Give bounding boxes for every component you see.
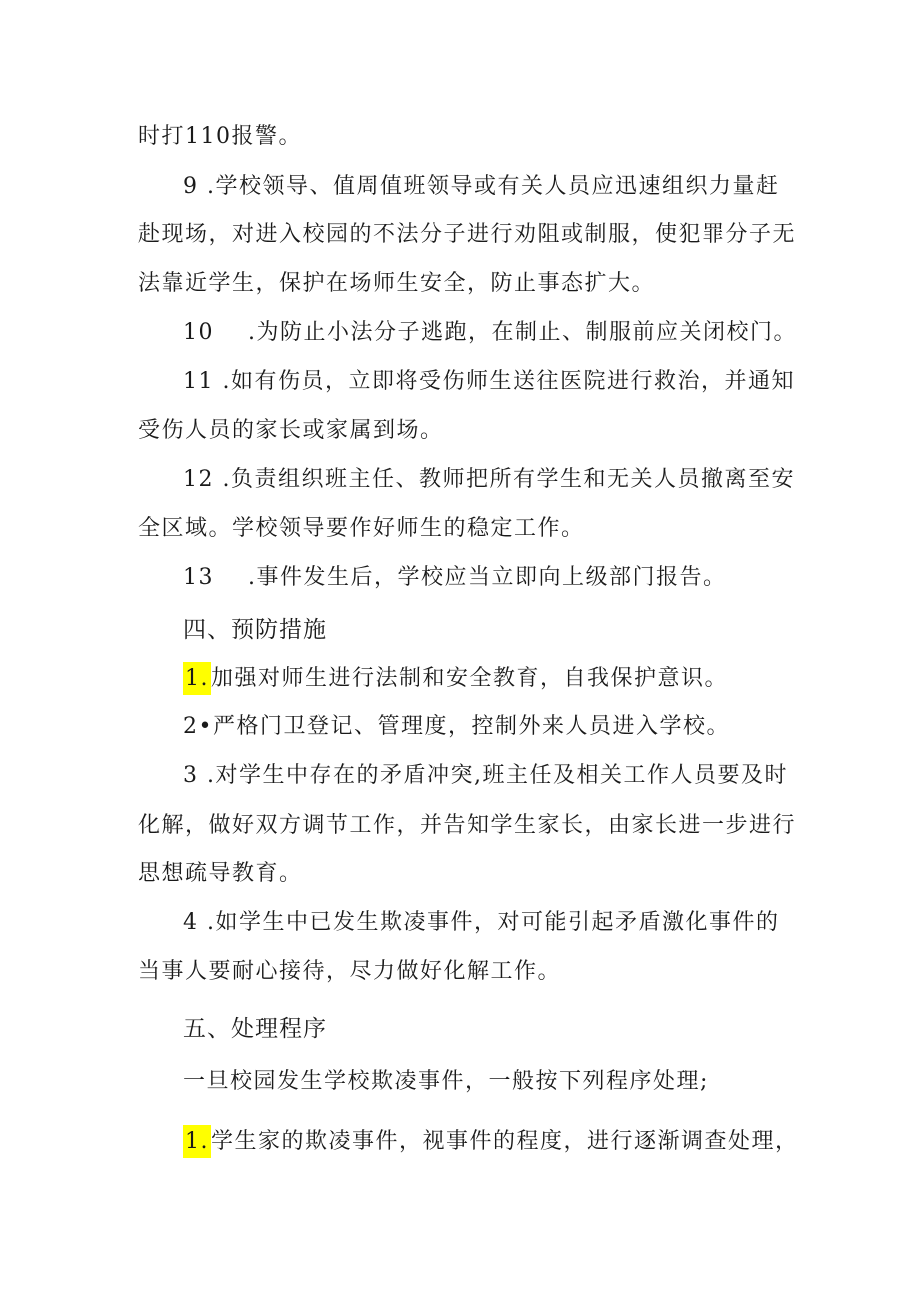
paragraph-line: 时打110报警。 bbox=[138, 124, 302, 149]
paragraph-line: 受伤人员的家长或家属到场。 bbox=[138, 418, 444, 443]
paragraph-line bbox=[183, 562, 843, 594]
item-number: 10 bbox=[183, 320, 214, 345]
paragraph-line: 11 .如有伤员，立即将受伤师生送往医院进行救治，并通知 bbox=[183, 369, 795, 394]
paragraph-line: 赴现场，对进入校园的不法分子进行劝阻或制服，使犯罪分子无 bbox=[138, 222, 797, 247]
paragraph-line: 3 .对学生中存在的矛盾冲突,班主任及相关工作人员要及时 bbox=[183, 763, 788, 788]
paragraph-line: 12 .负责组织班主任、教师把所有学生和无关人员撤离至安 bbox=[183, 467, 795, 492]
paragraph-line bbox=[183, 317, 843, 349]
paragraph-line bbox=[183, 663, 843, 695]
item-text: 学生家的欺凌事件，视事件的程度，进行逐渐调查处理， bbox=[211, 1129, 799, 1154]
item-text: .事件发生后，学校应当立即向上级部门报告。 bbox=[248, 565, 727, 590]
section-heading-procedure: 五、处理程序 bbox=[183, 1016, 327, 1042]
paragraph-line: 化解，做好双方调节工作，并告知学生家长，由家长进一步进行 bbox=[138, 813, 797, 838]
paragraph-line: 法靠近学生，保护在场师生安全，防止事态扩大。 bbox=[138, 271, 656, 296]
paragraph-line: 全区域。学校领导要作好师生的稳定工作。 bbox=[138, 516, 585, 541]
highlighted-number: 1. bbox=[183, 662, 211, 695]
paragraph-line: 一旦校园发生学校欺凌事件，一般按下列程序处理; bbox=[183, 1069, 709, 1094]
item-text: 加强对师生进行法制和安全教育，自我保护意识。 bbox=[211, 666, 729, 691]
paragraph-line bbox=[183, 1126, 843, 1158]
paragraph-line: 4 .如学生中已发生欺凌事件，对可能引起矛盾激化事件的 bbox=[183, 910, 780, 935]
section-heading-prevention: 四、预防措施 bbox=[183, 617, 327, 643]
item-number: 13 bbox=[183, 565, 214, 590]
item-text: .为防止小法分子逃跑，在制止、制服前应关闭校门。 bbox=[248, 320, 797, 345]
paragraph-line: 9 .学校领导、值周值班领导或有关人员应迅速组织力量赶 bbox=[183, 174, 780, 199]
highlighted-number: 1. bbox=[183, 1125, 211, 1158]
paragraph-line: 思想疏导教育。 bbox=[138, 861, 303, 886]
paragraph-line: 2•严格门卫登记、管理度，控制外来人员进入学校。 bbox=[183, 714, 730, 739]
paragraph-line: 当事人要耐心接待，尽力做好化解工作。 bbox=[138, 959, 562, 984]
